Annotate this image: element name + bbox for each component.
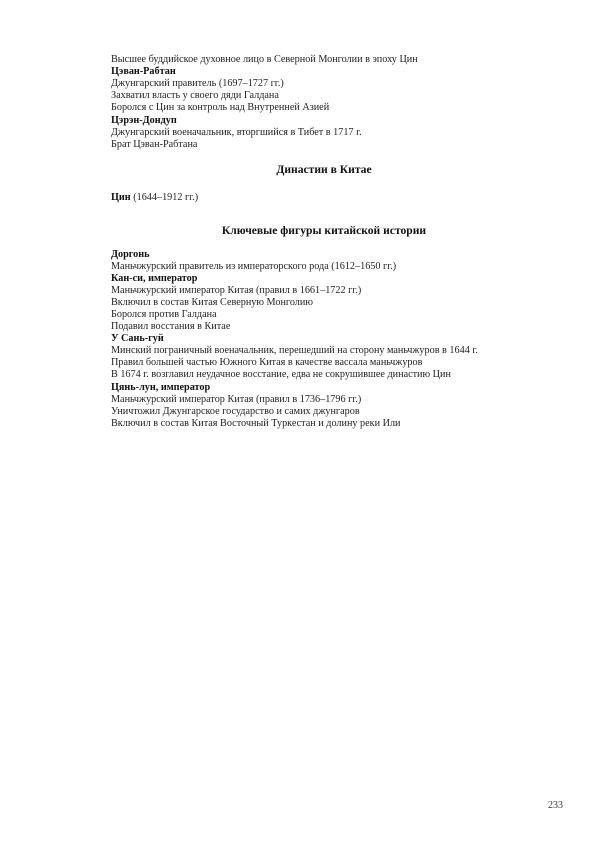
dynasty-dates: (1644–1912 гг.) — [130, 192, 199, 203]
text-line: Уничтожил Джунгарское государство и самих джунгаров — [111, 406, 360, 417]
text-line: Минский пограничный военачальник, перешедший на сторону маньчжуров в 1644 г. — [111, 345, 478, 356]
person-name: Доргонь — [111, 249, 150, 260]
text-line: Высшее буддийское духовное лицо в Северной Монголии в эпоху Цин — [111, 54, 418, 65]
text-line: Маньчжурский правитель из императорского рода (1612–1650 гг.) — [111, 261, 397, 272]
text-line: Включил в состав Китая Северную Монголию — [111, 297, 313, 308]
page-number: 233 — [548, 800, 563, 811]
text-line: Брат Цэван-Рабтана — [111, 139, 198, 150]
text-line: Подавил восстания в Китае — [111, 321, 231, 332]
section-heading-key-figures: Ключевые фигуры китайской истории — [221, 224, 427, 237]
dynasty-entry — [111, 192, 198, 204]
person-name: Цянь-лун, император — [111, 382, 211, 393]
person-name: Цэван-Рабтан — [111, 66, 176, 77]
text-line: Маньчжурский император Китая (правил в 1736–1796 гг.) — [111, 394, 362, 405]
section-heading-dynasties: Династии в Китае — [276, 163, 372, 176]
dynasty-name: Цин — [111, 192, 131, 203]
text-line: В 1674 г. возглавил неудачное восстание, едва не сокрушившее династию Цин — [111, 369, 451, 380]
text-line: Включил в состав Китая Восточный Туркестан и долину реки Или — [111, 418, 401, 429]
text-line: Боролся с Цин за контроль над Внутренней Азией — [111, 102, 330, 113]
text-line: Боролся против Галдана — [111, 309, 217, 320]
person-name: Кан-си, император — [111, 273, 198, 284]
text-line: Джунгарский правитель (1697–1727 гг.) — [111, 78, 284, 89]
text-line: Правил большей частью Южного Китая в качестве вассала маньчжуров — [111, 357, 423, 368]
person-name: У Сань-гуй — [111, 333, 164, 344]
text-line: Захватил власть у своего дяди Галдана — [111, 90, 279, 101]
text-line: Маньчжурский император Китая (правил в 1661–1722 гг.) — [111, 285, 362, 296]
text-line: Джунгарский военачальник, вторгшийся в Тибет в 1717 г. — [111, 127, 362, 138]
person-name: Цэрэн-Дондуп — [111, 115, 177, 126]
